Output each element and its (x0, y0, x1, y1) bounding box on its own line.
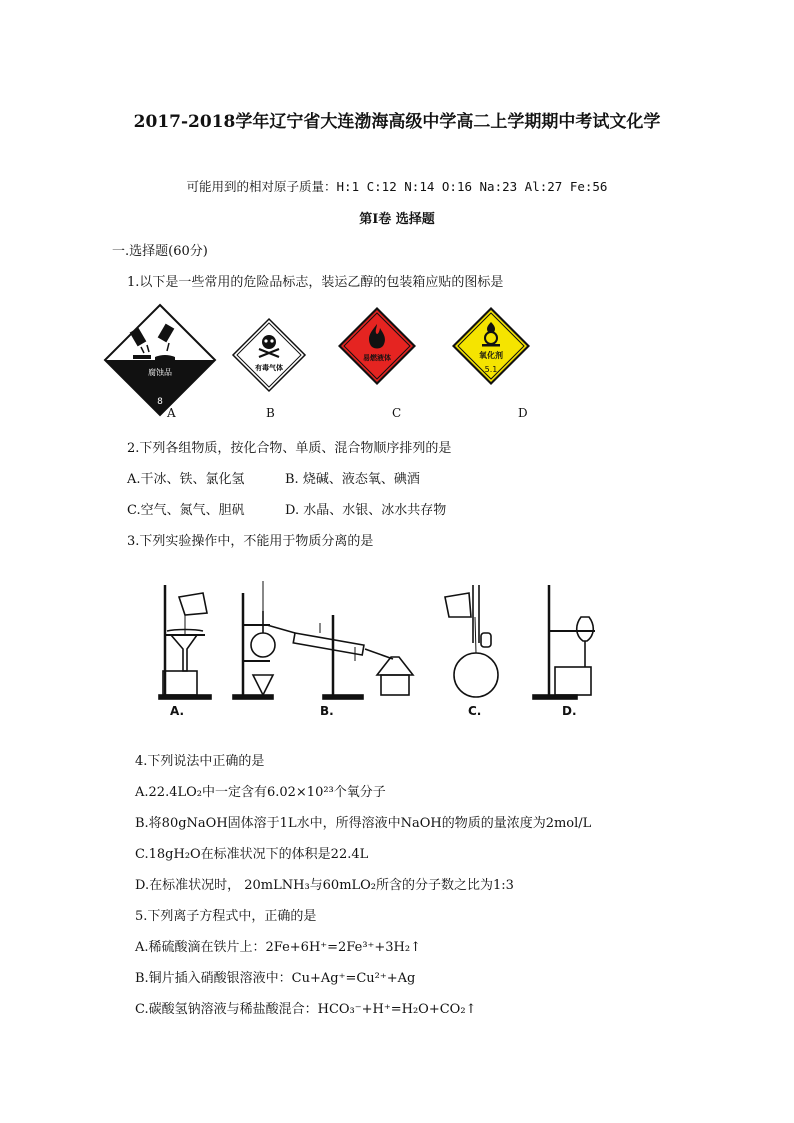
apparatus-label-b: B. (320, 704, 334, 718)
filtration-apparatus (159, 585, 211, 699)
corrosive-sign (103, 303, 217, 417)
part-heading: 一.选择题(60分) (112, 244, 208, 259)
oxidizer-caption: 氧化剂 (479, 351, 503, 360)
separatory-funnel (533, 585, 595, 699)
apparatus-label-d: D. (562, 704, 577, 718)
option-c-label: C (392, 406, 402, 420)
option-d-label: D (518, 406, 528, 420)
q4-option-a: A.22.4LO₂中一定含有6.02×10²³个氧分子 (135, 785, 386, 800)
flammable-liquid-caption: 易燃液体 (363, 354, 391, 362)
question-1: 1.以下是一些常用的危险品标志，装运乙醇的包装箱应贴的图标是 (127, 275, 504, 290)
q5-option-a: A.稀硫酸滴在铁片上：2Fe+6H⁺=2Fe³⁺+3H₂↑ (135, 940, 422, 955)
corrosive-sign-inner: 腐蚀品 (148, 368, 172, 377)
q2-option-d: D. 水晶、水银、冰水共存物 (285, 503, 447, 518)
oxidizer-number: 5.1 (484, 365, 498, 374)
apparatus-label-a: A. (170, 704, 185, 718)
question-5: 5.下列离子方程式中，正确的是 (135, 909, 317, 924)
q5-option-c: C.碳酸氢钠溶液与稀盐酸混合：HCO₃⁻+H⁺=H₂O+CO₂↑ (135, 1002, 477, 1017)
atomic-mass-note: 可能用到的相对原子质量：H:1 C:12 N:14 O:16 Na:23 Al:27 Fe:56 (186, 179, 608, 194)
q2-option-b: B. 烧碱、液态氧、碘酒 (285, 472, 420, 487)
question-4: 4.下列说法中正确的是 (135, 754, 265, 769)
distillation-apparatus (233, 581, 413, 699)
section-title: 第Ⅰ卷 选择题 (359, 212, 435, 227)
lab-apparatus-figure (145, 575, 625, 720)
oxidizer-sign (451, 306, 531, 386)
q4-option-d: D.在标准状况时， 20mLNH₃与60mLO₂所含的分子数之比为1:3 (135, 878, 514, 893)
q5-option-b: B.铜片插入硝酸银溶液中：Cu+Ag⁺=Cu²⁺+Ag (135, 971, 416, 986)
flammable-liquid-sign (337, 306, 417, 386)
question-2: 2.下列各组物质，按化合物、单质、混合物顺序排列的是 (127, 441, 452, 456)
toxic-gas-caption: 有毒气体 (255, 364, 283, 372)
apparatus-label-c: C. (468, 704, 482, 718)
option-b-label: B (266, 406, 275, 420)
q2-option-c: C.空气、氮气、胆矾 (127, 503, 245, 518)
q2-option-a: A.干冰、铁、氯化氢 (127, 472, 245, 487)
question-3: 3.下列实验操作中，不能用于物质分离的是 (127, 534, 374, 549)
toxic-gas-sign (231, 317, 307, 393)
option-a-label: A (167, 406, 176, 420)
q4-option-c: C.18gH₂O在标准状况下的体积是22.4L (135, 847, 369, 862)
volumetric-flask (445, 585, 498, 697)
q4-option-b: B.将80gNaOH固体溶于1L水中，所得溶液中NaOH的物质的量浓度为2mol/L (135, 816, 592, 831)
corrosive-sign-caption: 8 (157, 397, 163, 407)
document-title: 2017-2018学年辽宁省大连渤海高级中学高二上学期期中考试文化学 (133, 112, 661, 132)
